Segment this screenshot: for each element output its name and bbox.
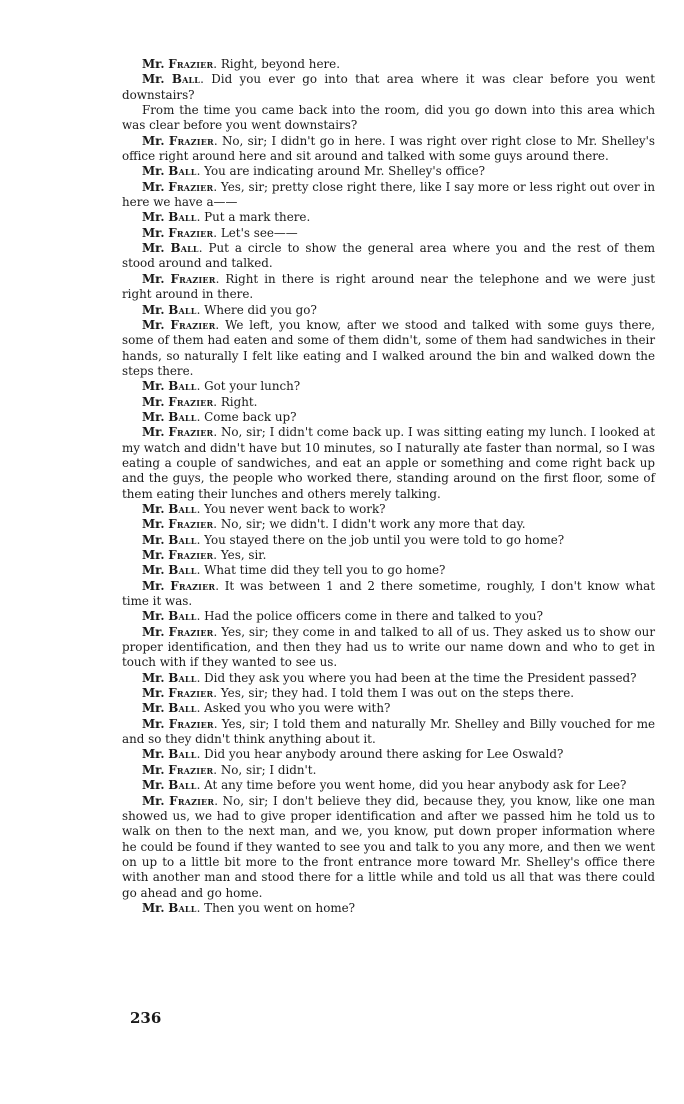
testimony-paragraph: Mr. Frazier. No, sir; I didn't come back up. I was sitting eating my lunch. I looked at my watch and didn't have but 10 minutes, so I naturally ate faster than normal, so I was eating a couple of sandwiches, and eat an apple or something and come right back up and the guys, the people who worked there, standing around on the first floor, some of them eating their lunches and others merely talking.: [122, 425, 655, 501]
speaker-title: Mr.: [142, 778, 165, 793]
speaker-name: Frazier: [168, 179, 214, 194]
testimony-paragraph: Mr. Frazier. Yes, sir; I told them and naturally Mr. Shelley and Billy vouched for me and so they didn't think anything about it.: [122, 716, 656, 747]
speaker-name: Frazier: [168, 624, 214, 639]
speaker-name: Ball: [168, 747, 197, 762]
speaker-name: Ball: [168, 164, 197, 179]
speaker-name: Ball: [168, 501, 197, 516]
speaker-title: Mr.: [142, 425, 165, 440]
paragraph-text: No, sir; I don't believe they did, because they, you know, like one man showed us, we had to give proper identification and after we passed him he told us to walk on then to the next man, and we, you know, put down proper information where he could be found if they wanted to see you and talk to you any more, and then we went on up to a little bit more to the front entrance more toward Mr. Shelley's office there with another man and stood there for a little while and told us all that was there could go ahead and go home.: [122, 793, 656, 900]
speaker-name: Ball: [171, 72, 201, 87]
paragraph-text: No, sir; we didn't. I didn't work any more that day.: [220, 517, 526, 532]
testimony-paragraph: Mr. Frazier. Yes, sir; pretty close right there, like I say more or less right out over in here we have a——: [122, 179, 655, 210]
speaker-name: Frazier: [168, 133, 214, 148]
speaker-name: Frazier: [170, 317, 216, 332]
speaker-title: Mr.: [142, 609, 165, 624]
speaker-title: Mr.: [142, 225, 165, 240]
speaker-name: Frazier: [168, 57, 214, 71]
speaker-title: Mr.: [142, 409, 165, 424]
transcript-body: [122, 57, 655, 916]
testimony-paragraph: Mr. Frazier. Right, beyond here.: [142, 57, 340, 71]
speaker-name: Ball: [168, 532, 197, 547]
speaker-name: Frazier: [168, 686, 214, 701]
speaker-title: Mr.: [142, 701, 165, 716]
speaker-title: Mr.: [142, 317, 165, 332]
paragraph-text: We left, you know, after we stood and talked with some guys there, some of them had eaten and some of them didn't, some of them had sandwiches in their hands, so naturally I felt like eating and I walked around the bin and walked down the steps there.: [122, 317, 656, 378]
paragraph-text: Where did you go?: [204, 302, 317, 317]
speaker-name: Ball: [168, 379, 197, 394]
testimony-paragraph: Mr. Ball. Did they ask you where you had been at the time the President passed?: [142, 670, 637, 685]
testimony-paragraph: Mr. Ball. Did you ever go into that area where it was clear before you went downstairs?: [122, 72, 655, 102]
testimony-paragraph: Mr. Frazier. No, sir; I didn't go in here. I was right over right close to Mr. Shelley's office right around here and sit around and talked with some guys around there.: [122, 133, 655, 164]
testimony-paragraph: Mr. Frazier. Right.: [142, 394, 258, 409]
speaker-name: Ball: [168, 409, 197, 424]
paragraph-text: You never went back to work?: [204, 501, 386, 516]
testimony-paragraph: Mr. Frazier. Let's see——: [142, 225, 298, 240]
speaker-title: Mr.: [142, 900, 165, 915]
testimony-paragraph: Mr. Ball. Did you hear anybody around there asking for Lee Oswald?: [142, 747, 564, 762]
speaker-name: Frazier: [168, 548, 214, 562]
speaker-title: Mr.: [142, 548, 165, 562]
paragraph-text: Yes, sir; they come in and talked to all of us. They asked us to show our proper identification, and then they had us to write our name down and who to get in touch with if they wanted to see us.: [122, 624, 656, 670]
testimony-paragraph: Mr. Frazier. Yes, sir.: [142, 548, 267, 562]
testimony-paragraph: Mr. Ball. Asked you who you were with?: [142, 701, 391, 716]
speaker-name: Ball: [168, 609, 197, 624]
speaker-name: Frazier: [168, 225, 214, 240]
speaker-name: Ball: [168, 900, 197, 915]
testimony-paragraph: Mr. Ball. You are indicating around Mr. Shelley's office?: [142, 164, 485, 179]
paragraph-text: Did you hear anybody around there asking for Lee Oswald?: [204, 747, 564, 762]
speaker-title: Mr.: [142, 517, 165, 532]
speaker-title: Mr.: [142, 563, 165, 578]
testimony-paragraph: Mr. Frazier. Right in there is right around near the telephone and we were just right around in there.: [122, 271, 656, 302]
paragraph-text: Right, beyond here.: [220, 57, 340, 71]
testimony-paragraph: Mr. Frazier. No, sir; we didn't. I didn't work any more that day.: [142, 517, 526, 532]
paragraph-text: Put a circle to show the general area where you and the rest of them stood around and talked.: [122, 241, 656, 271]
speaker-title: Mr.: [142, 394, 165, 409]
speaker-title: Mr.: [142, 210, 165, 225]
speaker-name: Ball: [170, 241, 199, 256]
speaker-name: Frazier: [169, 793, 215, 808]
testimony-paragraph: Mr. Frazier. We left, you know, after we stood and talked with some guys there, some of them had eaten and some of them didn't, some of them had sandwiches in their hands, so naturally I felt like eating and I walked around the bin and walked down the steps there.: [122, 317, 656, 378]
paragraph-text: Yes, sir; pretty close right there, like I say more or less right out over in here we have a——: [122, 179, 655, 210]
paragraph-text: Yes, sir; they had. I told them I was out on the steps there.: [220, 686, 575, 701]
speaker-title: Mr.: [142, 57, 165, 71]
paragraph-text: From the time you came back into the room, did you go down into this area which was clear before you went downstairs?: [122, 103, 655, 133]
paragraph-text: Got your lunch?: [204, 379, 301, 394]
testimony-paragraph: Mr. Ball. Come back up?: [142, 409, 297, 424]
speaker-title: Mr.: [142, 532, 165, 547]
speaker-title: Mr.: [142, 793, 165, 808]
speaker-title: Mr.: [142, 686, 165, 701]
paragraph-text: Right in there is right around near the telephone and we were just right around in there.: [122, 271, 656, 302]
paragraph-text: Did you ever go into that area where it was clear before you went downstairs?: [122, 72, 655, 102]
testimony-paragraph: Mr. Ball. Had the police officers come in there and talked to you?: [142, 609, 543, 624]
testimony-paragraph: Mr. Ball. At any time before you went home, did you hear anybody ask for Lee?: [142, 778, 627, 793]
paragraph-text: Let's see——: [220, 225, 298, 240]
paragraph-text: Yes, sir; I told them and naturally Mr. Shelley and Billy vouched for me and so they didn't think anything about it.: [122, 716, 656, 747]
speaker-title: Mr.: [142, 379, 165, 394]
testimony-paragraph: Mr. Frazier. Yes, sir; they had. I told them I was out on the steps there.: [142, 686, 575, 701]
paragraph-text: Asked you who you were with?: [204, 701, 391, 716]
paragraph-text: Had the police officers come in there and talked to you?: [204, 609, 543, 624]
paragraph-text: No, sir; I didn't.: [220, 762, 317, 777]
testimony-paragraph: Mr. Ball. Where did you go?: [142, 302, 317, 317]
speaker-title: Mr.: [142, 179, 165, 194]
testimony-paragraph: Mr. Frazier. Yes, sir; they come in and talked to all of us. They asked us to show our proper identification, and then they had us to write our name down and who to get in touch with if they wanted to see us.: [122, 624, 656, 670]
speaker-name: Frazier: [168, 425, 214, 440]
speaker-name: Ball: [168, 210, 197, 225]
paragraph-text: It was between 1 and 2 there sometime, roughly, I don't know what time it was.: [122, 578, 655, 609]
paragraph-text: Right.: [220, 394, 258, 409]
speaker-name: Frazier: [170, 271, 216, 286]
speaker-title: Mr.: [142, 164, 165, 179]
testimony-paragraph: Mr. Frazier. No, sir; I don't believe they did, because they, you know, like one man showed us, we had to give proper identification and after we passed him he told us to walk on then to the next man, and we, you know, put down proper information where he could be found if they wanted to see you and talk to you any more, and then we went on up to a little bit more to the front entrance more toward Mr. Shelley's office there with another man and stood there for a little while and told us all that was there could go ahead and go home.: [122, 793, 656, 900]
paragraph-text: Put a mark there.: [204, 210, 311, 225]
speaker-name: Frazier: [168, 716, 214, 731]
testimony-paragraph: Mr. Ball. Put a mark there.: [142, 210, 311, 225]
speaker-name: Ball: [168, 302, 197, 317]
speaker-title: Mr.: [142, 133, 165, 148]
testimony-paragraph: [122, 103, 655, 134]
testimony-paragraph: Mr. Ball. What time did they tell you to go home?: [142, 563, 446, 578]
testimony-paragraph: Mr. Ball. Got your lunch?: [142, 379, 301, 394]
testimony-paragraph: Mr. Ball. You never went back to work?: [142, 501, 386, 516]
speaker-name: Frazier: [168, 517, 214, 532]
paragraph-text: At any time before you went home, did you hear anybody ask for Lee?: [204, 778, 627, 793]
speaker-title: Mr.: [142, 762, 165, 777]
speaker-name: Ball: [168, 701, 197, 716]
paragraph-text: No, sir; I didn't go in here. I was right over right close to Mr. Shelley's office right around here and sit around and talked with some guys around there.: [122, 133, 655, 164]
testimony-paragraph: Mr. Ball. You stayed there on the job until you were told to go home?: [142, 532, 565, 547]
speaker-name: Ball: [168, 778, 197, 793]
speaker-title: Mr.: [142, 716, 165, 731]
paragraph-text: What time did they tell you to go home?: [204, 563, 446, 578]
speaker-name: Frazier: [168, 762, 214, 777]
testimony-paragraph: Mr. Frazier. It was between 1 and 2 there sometime, roughly, I don't know what time it was.: [122, 578, 655, 609]
testimony-paragraph: Mr. Ball. Put a circle to show the general area where you and the rest of them stood around and talked.: [122, 241, 656, 271]
speaker-title: Mr.: [142, 624, 165, 639]
paragraph-text: Come back up?: [204, 409, 297, 424]
speaker-name: Frazier: [168, 394, 214, 409]
speaker-title: Mr.: [142, 747, 165, 762]
paragraph-text: You stayed there on the job until you were told to go home?: [204, 532, 565, 547]
speaker-title: Mr.: [142, 271, 165, 286]
speaker-title: Mr.: [142, 241, 165, 256]
speaker-name: Ball: [168, 670, 197, 685]
speaker-title: Mr.: [142, 578, 165, 593]
paragraph-text: Then you went on home?: [204, 900, 356, 915]
speaker-title: Mr.: [142, 670, 165, 685]
speaker-name: Frazier: [170, 578, 216, 593]
page-number: 236: [130, 1009, 162, 1027]
speaker-name: Ball: [168, 563, 197, 578]
testimony-paragraph: Mr. Frazier. No, sir; I didn't.: [142, 762, 317, 777]
paragraph-text: No, sir; I didn't come back up. I was sitting eating my lunch. I looked at my watch and didn't have but 10 minutes, so I naturally ate faster than normal, so I was eating a couple of sandwiches, and eat an apple or something and come right back up and the guys, the people who worked there, standing around on the first floor, some of them eating their lunches and others merely talking.: [122, 425, 655, 501]
speaker-title: Mr.: [142, 302, 165, 317]
speaker-title: Mr.: [142, 72, 165, 87]
testimony-paragraph: Mr. Ball. Then you went on home?: [142, 900, 356, 915]
paragraph-text: Did they ask you where you had been at the time the President passed?: [204, 670, 637, 685]
paragraph-text: You are indicating around Mr. Shelley's office?: [204, 164, 485, 179]
paragraph-text: Yes, sir.: [220, 548, 267, 562]
speaker-title: Mr.: [142, 501, 165, 516]
